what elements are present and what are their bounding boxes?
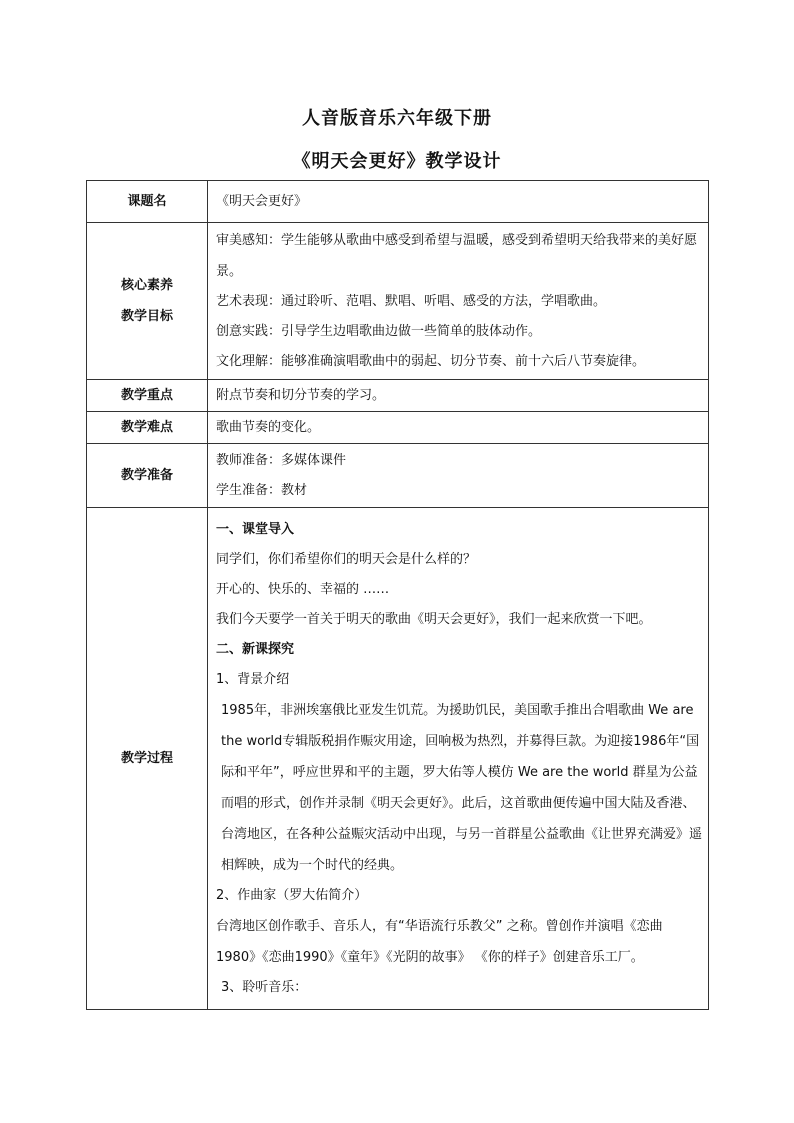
background-heading: 1、背景介绍 xyxy=(216,671,290,687)
table-row-difficulty xyxy=(87,412,709,444)
goals-label xyxy=(87,223,208,380)
goal-creative: 创意实践：引导学生边唱歌曲边做一些简单的肢体动作。 xyxy=(216,324,542,339)
table-row-preparation xyxy=(87,444,709,508)
goals-content xyxy=(208,223,709,380)
preparation-label: 教学准备 xyxy=(87,444,208,508)
table-row-topic xyxy=(87,181,709,223)
composer-text: 台湾地区创作歌手、音乐人，有“华语流行乐教父” 之称。曾创作并演唱《恋曲1980》《恋曲1990》《童年》《光阴的故事》 《你的样子》创建音乐工厂。 xyxy=(216,918,663,965)
key-point-value xyxy=(208,380,709,412)
intro-question: 同学们，你们希望你们的明天会是什么样的？ xyxy=(216,551,477,567)
goal-cultural: 文化理解：能够准确演唱歌曲中的弱起、切分节奏、前十六后八节奏旋律。 xyxy=(216,354,646,369)
lesson-plan-table xyxy=(86,180,709,1010)
intro-transition: 我们今天要学一首关于明天的歌曲《明天会更好》，我们一起来欣赏一下吧。 xyxy=(216,611,652,627)
table-row-goals xyxy=(87,223,709,380)
key-point-text: 附点节奏和切分节奏的学习。 xyxy=(216,387,386,403)
intro-answers: 开心的、快乐的、幸福的 …… xyxy=(216,581,390,597)
section2-heading: 二、新课探究 xyxy=(216,641,295,657)
listening-heading: 3、聆听音乐： xyxy=(221,979,308,995)
topic-label: 课题名 xyxy=(87,181,208,223)
composer-heading: 2、作曲家（罗大佑简介） xyxy=(216,887,368,903)
document-title: 人音版音乐六年级下册 xyxy=(302,108,492,129)
topic-text: 《明天会更好》 xyxy=(216,193,308,209)
process-content xyxy=(208,508,709,1010)
goal-aesthetic: 审美感知：学生能够从歌曲中感受到希望与温暖，感受到希望明天给我带来的美好愿景。 xyxy=(216,233,698,279)
preparation-teacher: 教师准备：多媒体课件 xyxy=(216,452,347,468)
document-subtitle: 《明天会更好》教学设计 xyxy=(292,151,502,172)
background-text: 1985年，非洲埃塞俄比亚发生饥荒。为援助饥民，美国歌手推出合唱歌曲 We are the world专辑版税捐作赈灾用途，回响极为热烈，并募得巨款。为迎接1986年“国际和平年”，呼应世界和平的主题，罗大佑等人模仿 We are the world 群星为公益而唱的形式，创作并录制《明天会更好》。此后，这首歌曲便传遍中国大陆及香港、台湾地区，在各种公益赈灾活动中出现，与另一首群星公益歌曲《让世界充满爱》遥相辉映，成为一个时代的经典。 xyxy=(221,702,703,873)
topic-value xyxy=(208,181,709,223)
preparation-value xyxy=(208,444,709,508)
section1-heading: 一、课堂导入 xyxy=(216,521,295,537)
difficulty-text: 歌曲节奏的变化。 xyxy=(216,419,321,435)
table-row-process xyxy=(87,508,709,1010)
goal-artistic: 艺术表现：通过聆听、范唱、默唱、听唱、感受的方法，学唱歌曲。 xyxy=(216,294,607,309)
goals-label-line1: 核心素养 xyxy=(120,278,173,293)
preparation-student: 学生准备：教材 xyxy=(216,482,308,498)
difficulty-value xyxy=(208,412,709,444)
key-point-label: 教学重点 xyxy=(87,380,208,412)
goals-label-line2: 教学目标 xyxy=(120,309,173,324)
difficulty-label: 教学难点 xyxy=(87,412,208,444)
table-row-key-point xyxy=(87,380,709,412)
process-label: 教学过程 xyxy=(87,508,208,1010)
